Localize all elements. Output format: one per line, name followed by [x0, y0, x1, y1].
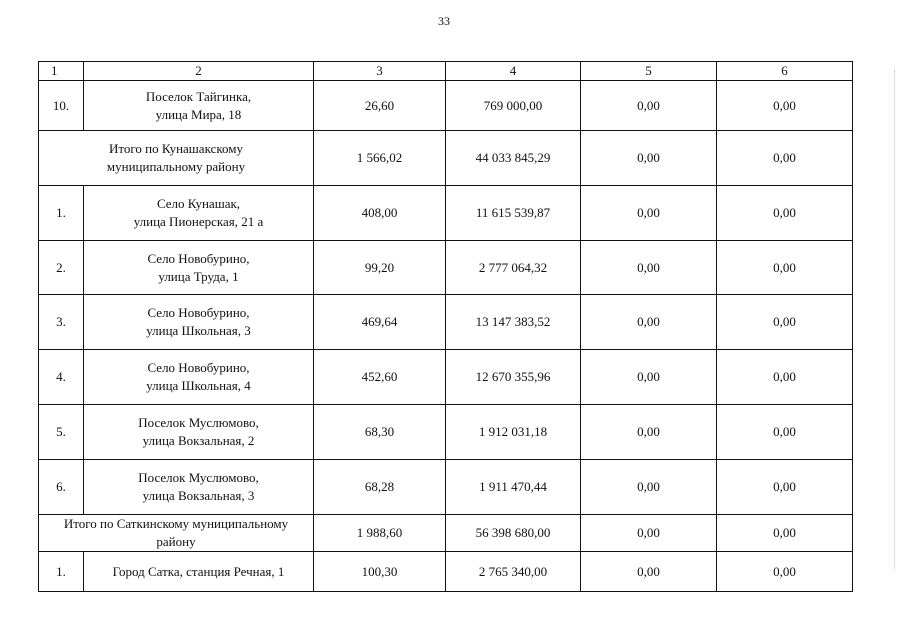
value-cell-col-3: 469,64: [314, 295, 446, 350]
data-table: [38, 61, 853, 592]
address-cell: [84, 241, 314, 295]
value-cell-col-5: 0,00: [581, 186, 717, 241]
header-col-5: 5: [581, 62, 717, 81]
address-cell: [84, 350, 314, 405]
table-row: [39, 295, 853, 350]
value-cell-col-6: 0,00: [717, 552, 853, 592]
total-label-line: муниципальному району: [106, 159, 246, 174]
value-cell-col-4: 13 147 383,52: [446, 295, 581, 350]
value-cell-col-6: 0,00: [717, 81, 853, 131]
address-line: Поселок Муслюмово,: [138, 470, 259, 485]
value-cell-col-4: 2 777 064,32: [446, 241, 581, 295]
value-cell-col-5: 0,00: [581, 241, 717, 295]
scan-artifact-edge: [894, 70, 897, 570]
value-cell-col-5: 0,00: [581, 552, 717, 592]
total-label-line: району: [156, 534, 196, 549]
value-cell-col-3: 452,60: [314, 350, 446, 405]
header-row: [39, 62, 853, 81]
value-cell-col-6: 0,00: [717, 241, 853, 295]
value-cell-col-4: 769 000,00: [446, 81, 581, 131]
table-row-total: [39, 515, 853, 552]
value-cell-col-3: 100,30: [314, 552, 446, 592]
value-cell-col-5: 0,00: [581, 295, 717, 350]
address-line: Село Новобурино,: [147, 360, 250, 375]
address-line: улица Вокзальная, 2: [142, 433, 255, 448]
header-col-6: 6: [717, 62, 853, 81]
address-cell: [84, 81, 314, 131]
value-cell-col-4: 2 765 340,00: [446, 552, 581, 592]
value-cell-col-4: 11 615 539,87: [446, 186, 581, 241]
row-number-cell: 3.: [39, 295, 84, 350]
value-cell-col-3: 1 988,60: [314, 515, 446, 552]
value-cell-col-6: 0,00: [717, 350, 853, 405]
total-label-line: Итого по Кунашакскому: [109, 141, 243, 156]
value-cell-col-5: 0,00: [581, 81, 717, 131]
table-row: [39, 460, 853, 515]
value-cell-col-3: 408,00: [314, 186, 446, 241]
value-cell-col-3: 68,28: [314, 460, 446, 515]
table-row-total: [39, 131, 853, 186]
value-cell-col-5: 0,00: [581, 405, 717, 460]
address-line: улица Мира, 18: [155, 106, 242, 122]
row-number-cell: 5.: [39, 405, 84, 460]
address-line: Поселок Муслюмово,: [138, 415, 259, 430]
value-cell-col-4: 1 912 031,18: [446, 405, 581, 460]
value-cell-col-3: 1 566,02: [314, 131, 446, 186]
row-number-cell: 6.: [39, 460, 84, 515]
header-col-4: 4: [446, 62, 581, 81]
total-label-cell: [39, 131, 314, 186]
value-cell-col-4: 12 670 355,96: [446, 350, 581, 405]
address-line: Село Новобурино,: [147, 305, 250, 320]
value-cell-col-5: 0,00: [581, 350, 717, 405]
row-number-cell: 1.: [39, 552, 84, 592]
row-number-cell: 2.: [39, 241, 84, 295]
value-cell-col-5: 0,00: [581, 515, 717, 552]
total-label-cell: [39, 515, 314, 552]
address-cell: [84, 186, 314, 241]
value-cell-col-3: 68,30: [314, 405, 446, 460]
page-number: 33: [438, 14, 450, 28]
address-cell: [84, 295, 314, 350]
row-number-cell: 4.: [39, 350, 84, 405]
value-cell-col-6: 0,00: [717, 186, 853, 241]
total-label-line: Итого по Саткинскому муниципальному: [63, 516, 289, 531]
value-cell-col-6: 0,00: [717, 295, 853, 350]
address-line: улица Вокзальная, 3: [142, 488, 255, 503]
row-number-cell: 10.: [39, 81, 84, 131]
value-cell-col-6: 0,00: [717, 405, 853, 460]
header-col-1: 1: [39, 62, 84, 81]
address-line: улица Труда, 1: [158, 268, 239, 284]
value-cell-col-3: 99,20: [314, 241, 446, 295]
address-line: Село Кунашак,: [156, 196, 241, 211]
value-cell-col-6: 0,00: [717, 515, 853, 552]
address-cell: [84, 405, 314, 460]
table-row: [39, 552, 853, 592]
value-cell-col-3: 26,60: [314, 81, 446, 131]
address-line: Поселок Тайгинка,: [145, 88, 252, 104]
address-line: улица Школьная, 3: [146, 323, 251, 338]
value-cell-col-5: 0,00: [581, 131, 717, 186]
address-line: улица Пионерская, 21 а: [133, 214, 264, 229]
table-row: [39, 241, 853, 295]
table-row: [39, 81, 853, 131]
value-cell-col-4: 44 033 845,29: [446, 131, 581, 186]
header-col-2: 2: [84, 62, 314, 81]
table-row: [39, 350, 853, 405]
table-row: [39, 186, 853, 241]
address-line: улица Школьная, 4: [146, 378, 251, 393]
header-col-3: 3: [314, 62, 446, 81]
table-row: [39, 405, 853, 460]
value-cell-col-4: 1 911 470,44: [446, 460, 581, 515]
address-cell: [84, 552, 314, 592]
value-cell-col-6: 0,00: [717, 460, 853, 515]
address-line: Село Новобурино,: [147, 250, 250, 266]
address-cell: [84, 460, 314, 515]
value-cell-col-6: 0,00: [717, 131, 853, 186]
value-cell-col-4: 56 398 680,00: [446, 515, 581, 552]
value-cell-col-5: 0,00: [581, 460, 717, 515]
row-number-cell: 1.: [39, 186, 84, 241]
address-line: Город Сатка, станция Речная, 1: [112, 563, 285, 579]
